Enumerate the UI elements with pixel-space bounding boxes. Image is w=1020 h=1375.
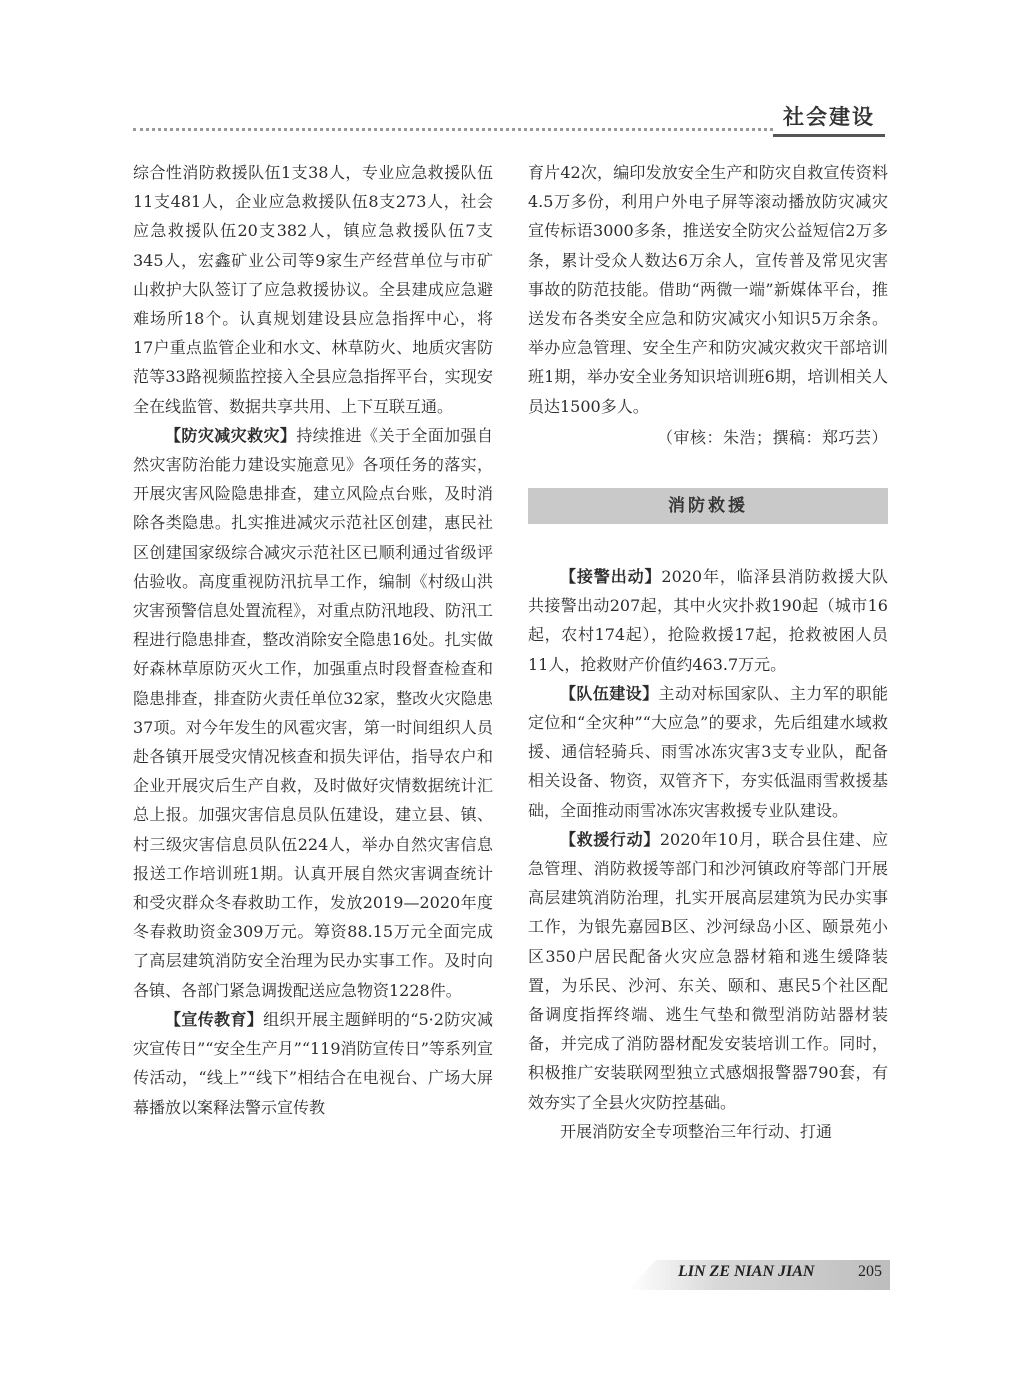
- alarm-response-body: 2020年，临泽县消防救援大队共接警出动207起，其中火灾扑救190起（城市16起，农村174起），抢险救援17起，抢救被困人员11人，抢救财产价值约463.7万元。: [528, 567, 888, 674]
- section-band-fire-rescue: 消防救援: [528, 488, 888, 524]
- disaster-prevention-body: 持续推进《关于全面加强自然灾害防治能力建设实施意见》各项任务的落实，开展灾害风险隐患排查，建立风险点台账，及时消除各类隐患。扎实推进减灾示范社区创建，惠民社区创建国家级综合减灾示范社区已顺利通过省级评估验收。高度重视防汛抗旱工作，编制《村级山洪灾害预警信息处置流程》，对重点防汛地段、防汛工程进行隐患排查，整改消除安全隐患16处。扎实做好森林草原防灭火工作，加强重点时段督查检查和隐患排查，排查防火责任单位32家，整改火灾隐患37项。对今年发生的风雹灾害，第一时间组织人员赴各镇开展受灾情况核查和损失评估，指导农户和企业开展灾后生产自救，及时做好灾情数据统计汇总上报。加强灾害信息员队伍建设，建立县、镇、村三级灾害信息员队伍224人，举办自然灾害信息报送工作培训班1期。认真开展自然灾害调查统计和受灾群众冬春救助工作，发放2019—2020年度冬春救助资金309万元。筹资88.15万元全面完成了高层建筑消防安全治理为民办实事工作。及时向各镇、各部门紧急调拨配送应急物资1228件。: [133, 425, 494, 1000]
- rescue-action-body: 2020年10月，联合县住建、应急管理、消防救援等部门和沙河镇政府等部门开展高层建筑消防治理，扎实开展高层建筑为民办实事工作，为银先嘉园B区、沙河绿岛小区、颐景苑小区350户居民配备火灾应急器材箱和逃生缓降装置，为乐民、沙河、东关、颐和、惠民5个社区配备调度指挥终端、逃生气垫和微型消防站器材装备，并完成了消防器材配发安装培训工作。同时，积极推广安装联网型独立式感烟报警器790套，有效夯实了全县火灾防控基础。: [528, 829, 888, 1112]
- publicity-education-body: 组织开展主题鲜明的“5·2防灾减灾宣传日”“安全生产月”“119消防宣传日”等系列宣传活动，“线上”“线下”相结合在电视台、广场大屏幕播放以案释法警示宣传教: [133, 1009, 493, 1117]
- right-paragraph-3: [528, 679, 888, 825]
- heading-team-building: 【队伍建设】: [560, 683, 659, 703]
- heading-alarm-response: 【接警出动】: [560, 567, 662, 587]
- heading-disaster-prevention: 【防灾减灾救灾】: [165, 425, 297, 445]
- left-paragraph-2: [133, 421, 493, 1005]
- team-building-body: 主动对标国家队、主力军的职能定位和“全灾种”“大应急”的要求，先后组建水域救援、通信轻骑兵、雨雪冰冻灾害3支专业队，配备相关设备、物资，双管齐下，夯实低温雨雪救援基础，全面推动雨雪冰冻灾害救援专业队建设。: [528, 683, 888, 820]
- right-paragraph-2: [528, 562, 888, 679]
- right-paragraph-4: [528, 825, 888, 1117]
- right-paragraph-1: 育片42次，编印发放安全生产和防灾自救宣传资料4.5万多份，利用户外电子屏等滚动播放防灾减灾宣传标语3000多条，推送安全防灾公益短信2万多条，累计受众人数达6万余人，宣传普及常见灾害事故的防范技能。借助“两微一端”新媒体平台，推送发布各类安全应急和防灾减灾小知识5万余条。举办应急管理、安全生产和防灾减灾救灾干部培训班1期，举办安全业务知识培训班6期，培训相关人员达1500多人。: [528, 163, 888, 416]
- right-column: [528, 158, 888, 1146]
- left-paragraph-1: 综合性消防救援队伍1支38人，专业应急救援队伍11支481人，企业应急救援队伍8支273人，社会应急救援队伍20支382人，镇应急救援队伍7支345人，宏鑫矿业公司等9家生产经营单位与市矿山救护大队签订了应急救援协议。全县建成应急避难场所18个。认真规划建设县应急指挥中心，将17户重点监管企业和水文、林草防火、地质灾害防范等33路视频监控接入全县应急指挥平台，实现安全在线监管、数据共享共用、上下互联互通。: [133, 163, 493, 416]
- heading-rescue-action: 【救援行动】: [560, 829, 660, 849]
- left-column: [133, 158, 493, 1122]
- section-tag: 社会建设: [773, 100, 885, 137]
- heading-publicity-education: 【宣传教育】: [165, 1009, 264, 1029]
- footer-bar: [628, 1260, 890, 1290]
- left-paragraph-3: [133, 1005, 493, 1122]
- header-dotted-rule: [133, 128, 773, 131]
- page-number: 205: [858, 1263, 882, 1280]
- right-paragraph-5: 开展消防安全专项整治三年行动、打通: [560, 1121, 833, 1141]
- footer-journal-name: LIN ZE NIAN JIAN: [678, 1263, 815, 1280]
- author-credit: （审核：朱浩；撰稿：郑巧芸）: [656, 427, 888, 447]
